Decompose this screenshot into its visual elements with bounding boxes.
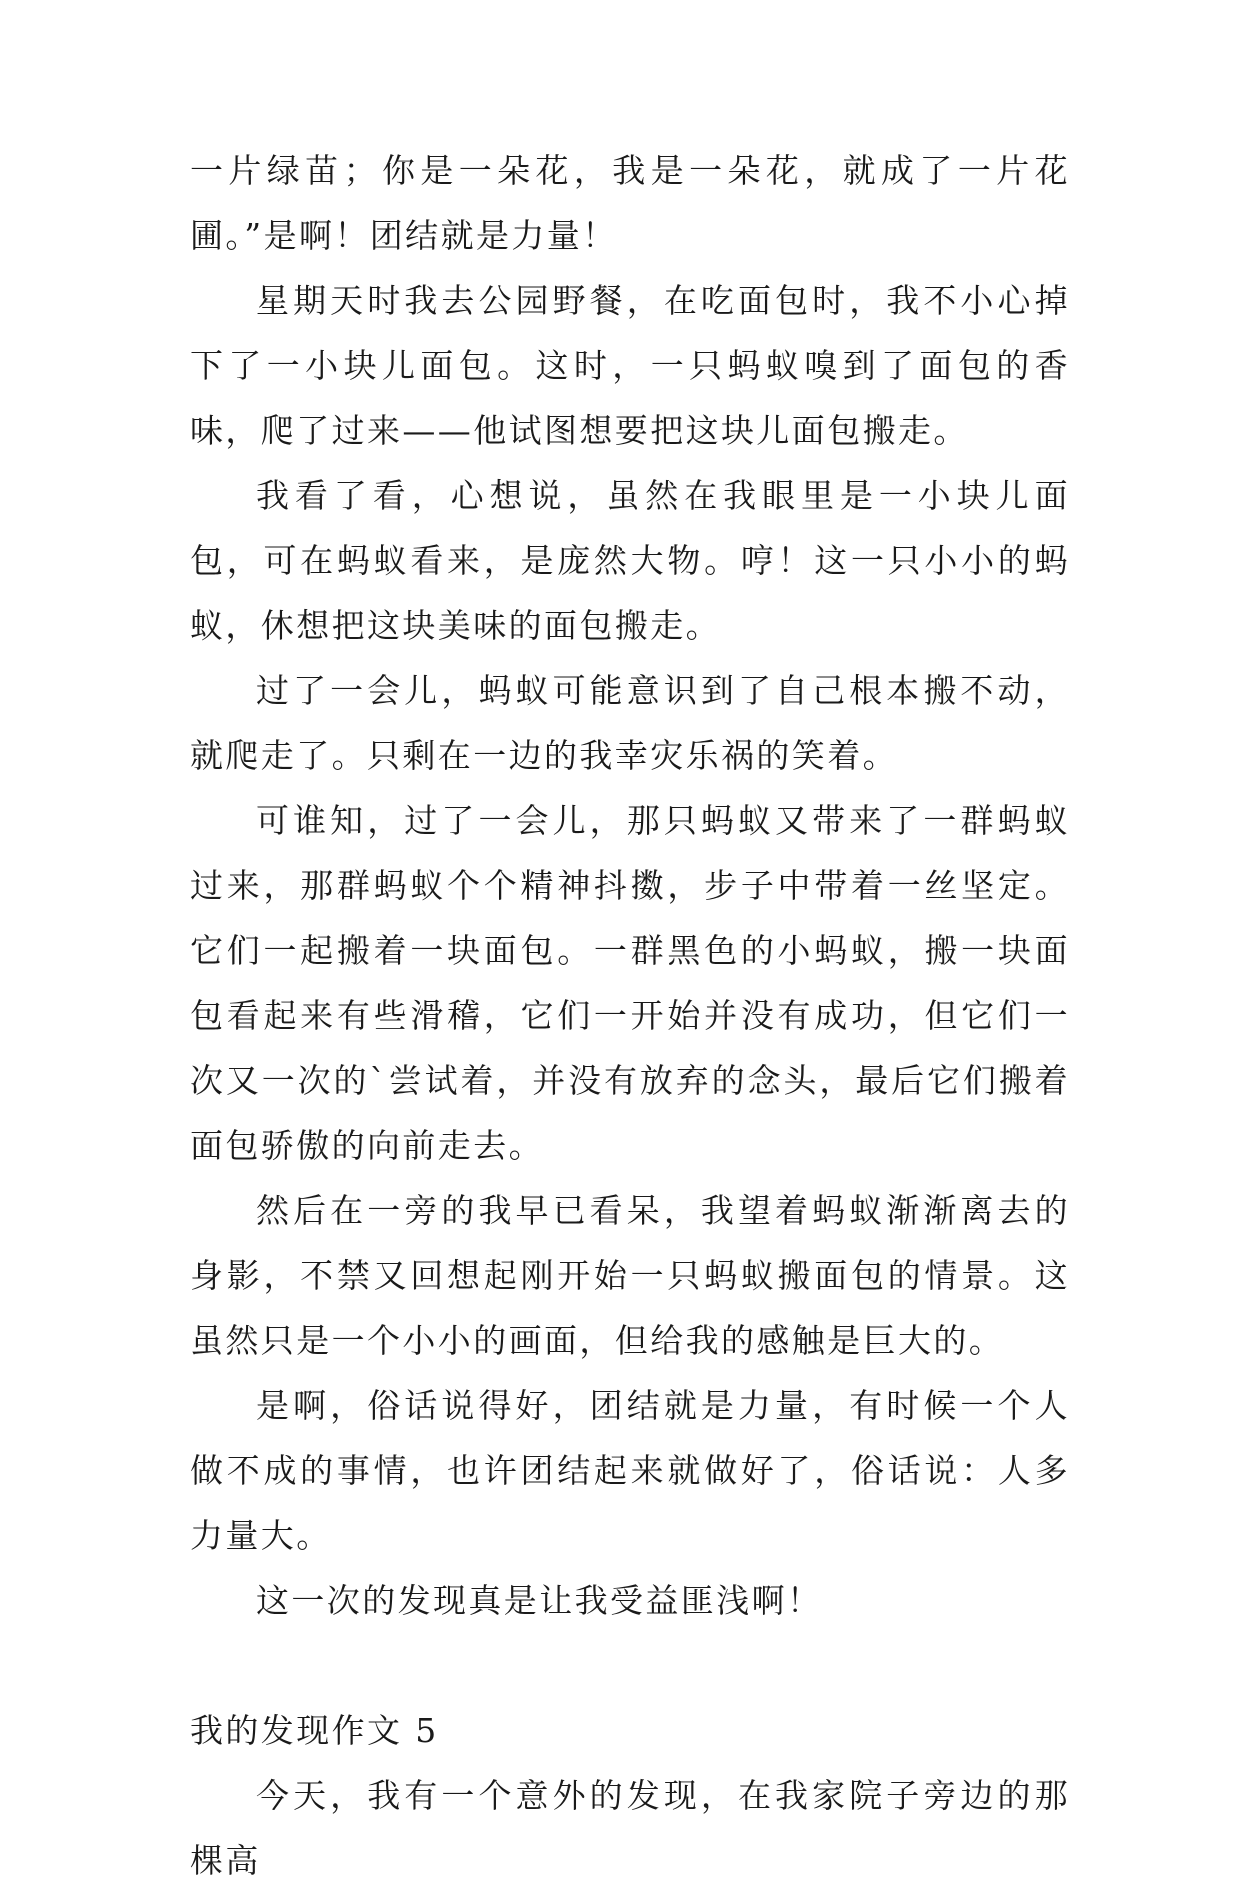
paragraph: 我看了看，心想说，虽然在我眼里是一小块儿面包，可在蚂蚁看来，是庞然大物。哼！这一只小小的蚂蚁，休想把这块美味的面包搬走。 — [190, 476, 1070, 645]
paragraph: 今天，我有一个意外的发现，在我家院子旁边的那棵高 — [190, 1776, 1070, 1880]
paragraph: 可谁知，过了一会儿，那只蚂蚁又带来了一群蚂蚁过来，那群蚂蚁个个精神抖擞，步子中带着一丝坚定。它们一起搬着一块面包。一群黑色的小蚂蚁，搬一块面包看起来有些滑稽，它们一开始并没有成功，但它们一次又一次的`尝试着，并没有放弃的念头，最后它们搬着面包骄傲的向前走去。 — [190, 801, 1070, 1165]
paragraph: 星期天时我去公园野餐，在吃面包时，我不小心掉下了一小块儿面包。这时，一只蚂蚁嗅到了面包的香味，爬了过来——他试图想要把这块儿面包搬走。 — [190, 281, 1070, 450]
paragraph: 这一次的发现真是让我受益匪浅啊！ — [256, 1581, 823, 1620]
paragraph: 过了一会儿，蚂蚁可能意识到了自己根本搬不动，就爬走了。只剩在一边的我幸灾乐祸的笑着。 — [190, 671, 1070, 775]
document-body — [190, 138, 1070, 1893]
paragraph: 然后在一旁的我早已看呆，我望着蚂蚁渐渐离去的身影，不禁又回想起刚开始一只蚂蚁搬面包的情景。这虽然只是一个小小的画面，但给我的感触是巨大的。 — [190, 1191, 1070, 1360]
paragraph: 是啊，俗话说得好，团结就是力量，有时候一个人做不成的事情，也许团结起来就做好了，俗话说：人多力量大。 — [190, 1386, 1070, 1555]
section-heading: 我的发现作文 5 — [190, 1711, 439, 1750]
paragraph: 一片绿苗；你是一朵花，我是一朵花，就成了一片花圃。”是啊！团结就是力量！ — [190, 151, 1070, 255]
